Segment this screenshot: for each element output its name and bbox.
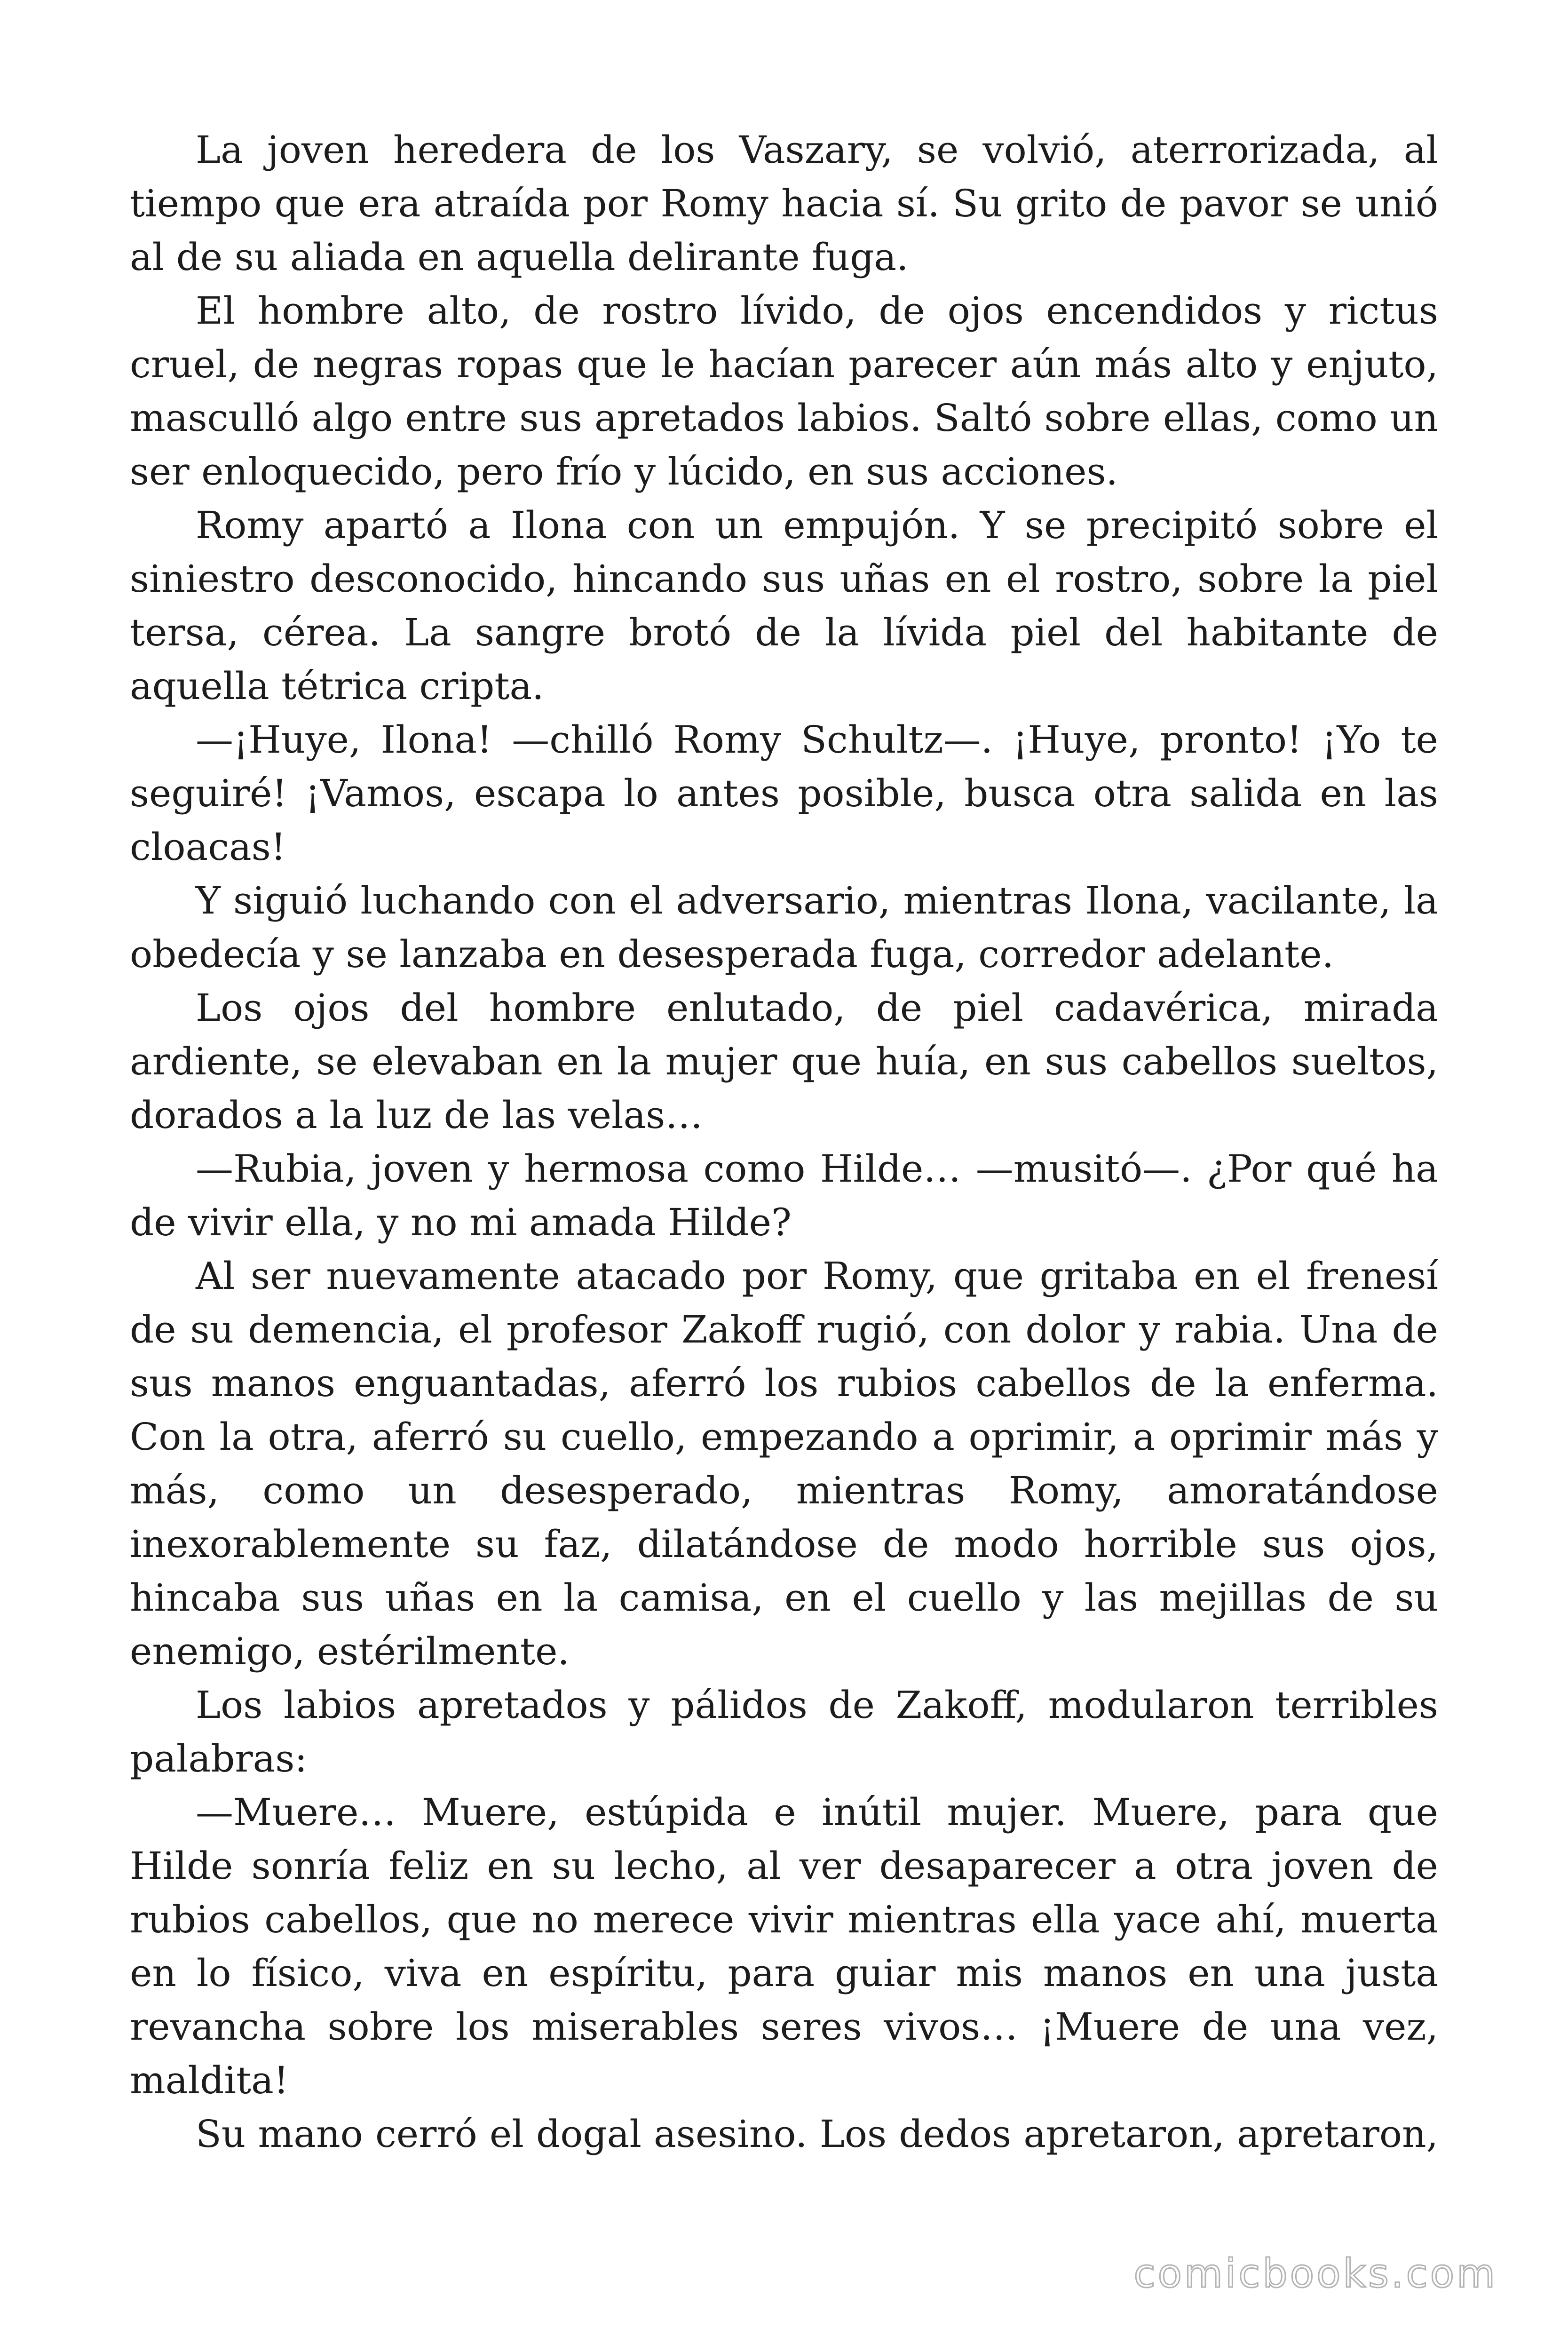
paragraph-last: Su mano cerró el dogal asesino. Los dedos apretaron, apretaron, [196, 2112, 1438, 2156]
paragraph: —¡Huye, Ilona! —chilló Romy Schultz—. ¡Huye, pronto! ¡Yo te seguiré! ¡Vamos, escapa lo antes posible, busca otra salida en las cloacas! [130, 718, 1438, 869]
paragraph: La joven heredera de los Vaszary, se volvió, aterrorizada, al tiempo que era atraída por Romy hacia sí. Su grito de pavor se unió al de su aliada en aquella delirante fuga. [130, 128, 1438, 279]
watermark: comicbooks.com [1133, 2250, 1497, 2296]
page-body [130, 123, 1438, 2161]
paragraph: Al ser nuevamente atacado por Romy, que gritaba en el frenesí de su demencia, el profesor Zakoff rugió, con dolor y rabia. Una de sus manos enguantadas, aferró los rubios cabellos de la enferma. Con la otra, aferró su cuello, empezando a oprimir, a oprimir más y más, como un desesperado, mientras Romy, amoratándose inexorablemente su faz, dilatándose de modo horrible sus ojos, hincaba sus uñas en la camisa, en el cuello y las mejillas de su enemigo, estérilmente. [130, 1254, 1438, 1673]
paragraph: —Rubia, joven y hermosa como Hilde… —musitó—. ¿Por qué ha de vivir ella, y no mi amada Hilde? [130, 1147, 1438, 1244]
paragraph: Romy apartó a Ilona con un empujón. Y se precipitó sobre el siniestro desconocido, hincando sus uñas en el rostro, sobre la piel tersa, cérea. La sangre brotó de la lívida piel del habitante de aquella tétrica cripta. [130, 503, 1438, 708]
paragraph: Y siguió luchando con el adversario, mientras Ilona, vacilante, la obedecía y se lanzaba en desesperada fuga, corredor adelante. [130, 879, 1438, 976]
paragraph: Los labios apretados y pálidos de Zakoff, modularon terribles palabras: [130, 1683, 1438, 1780]
paragraph: El hombre alto, de rostro lívido, de ojos encendidos y rictus cruel, de negras ropas que le hacían parecer aún más alto y enjuto, masculló algo entre sus apretados labios. Saltó sobre ellas, como un ser enloquecido, pero frío y lúcido, en sus acciones. [130, 289, 1438, 493]
paragraph: —Muere… Muere, estúpida e inútil mujer. Muere, para que Hilde sonría feliz en su lecho, al ver desaparecer a otra joven de rubios cabellos, que no merece vivir mientras ella yace ahí, muerta en lo físico, viva en espíritu, para guiar mis manos en una justa revancha sobre los miserables seres vivos… ¡Muere de una vez, maldita! [130, 1790, 1438, 2102]
paragraph: Los ojos del hombre enlutado, de piel cadavérica, mirada ardiente, se elevaban en la mujer que huía, en sus cabellos sueltos, dorados a la luz de las velas… [130, 986, 1438, 1137]
